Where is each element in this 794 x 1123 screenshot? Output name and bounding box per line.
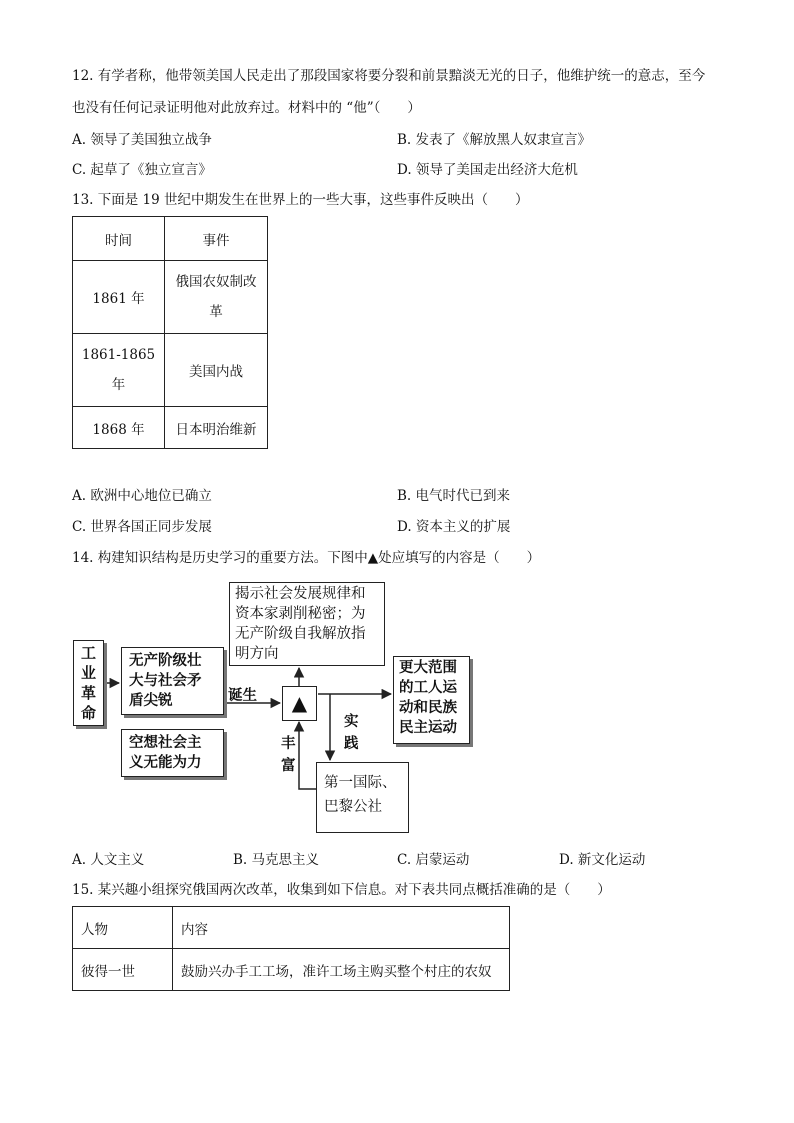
q12-option-c: C. 起草了《独立宣言》 (72, 162, 212, 178)
triangle-icon: ▲ (291, 691, 308, 715)
q13-option-b: B. 电气时代已到来 (397, 488, 511, 504)
q15-stem: 15. 某兴趣小组探究俄国两次改革，收集到如下信息。对下表共同点概括准确的是（ ） (72, 882, 611, 898)
q14-option-d: D. 新文化运动 (559, 852, 646, 868)
q15-cell-person: 彼得一世 (73, 949, 173, 991)
q15-table (72, 906, 510, 991)
q13-cell-event: 日本明治维新 (165, 407, 268, 449)
q14-option-a: A. 人文主义 (72, 852, 145, 868)
q12-stem-line1: 12. 有学者称，他带领美国人民走出了那段国家将要分裂和前景黯淡无光的日子，他维护统一的意志，至今 (72, 68, 706, 84)
box-center-triangle (282, 686, 317, 721)
label-practice: 实 践 (344, 713, 359, 752)
box-proletariat: 无产阶级壮 大与社会矛 盾尖锐 (121, 647, 224, 715)
q13-cell-time: 1868 年 (73, 407, 165, 449)
box-reveal-laws: 揭示社会发展规律和 资本家剥削秘密；为 无产阶级自我解放指 明方向 (229, 582, 385, 666)
q14-option-c: C. 启蒙运动 (397, 852, 470, 868)
q13-option-a: A. 欧洲中心地位已确立 (72, 488, 212, 504)
q15-header-content: 内容 (173, 907, 510, 949)
label-enrich: 丰 富 (281, 735, 296, 774)
q14-option-b: B. 马克思主义 (233, 852, 320, 868)
box-wider-movements: 更大范围 的工人运 动和民族 民主运动 (393, 656, 470, 744)
q13-option-c: C. 世界各国正同步发展 (72, 519, 212, 535)
label-born: 诞生 (228, 687, 257, 704)
arrow-enrich (299, 722, 316, 789)
q13-header-event: 事件 (165, 217, 268, 261)
q13-stem: 13. 下面是 19 世纪中期发生在世界上的一些大事，这些事件反映出（ ） (72, 192, 529, 208)
q14-stem: 14. 构建知识结构是历史学习的重要方法。下图中▲处应填写的内容是（ ） (72, 550, 541, 566)
q12-option-a: A. 领导了美国独立战争 (72, 132, 212, 148)
q13-option-d: D. 资本主义的扩展 (397, 519, 511, 535)
q15-header-person: 人物 (73, 907, 173, 949)
box-industrial-revolution: 工 业 革 命 (73, 640, 104, 726)
box-utopian-socialism: 空想社会主 义无能为力 (121, 729, 224, 777)
q12-stem-line2: 也没有任何记录证明他对此放弃过。材料中的 “他”（ ） (72, 100, 421, 116)
q13-cell-event: 美国内战 (165, 334, 268, 407)
q13-header-time: 时间 (73, 217, 165, 261)
q13-cell-event: 俄国农奴制改 革 (165, 261, 268, 334)
q13-cell-time: 1861-1865 年 (73, 334, 165, 407)
box-first-international: 第一国际、 巴黎公社 (316, 762, 409, 833)
q12-option-b: B. 发表了《解放黑人奴隶宣言》 (397, 132, 592, 148)
q12-option-d: D. 领导了美国走出经济大危机 (397, 162, 578, 178)
q15-cell-content: 鼓励兴办手工工场，准许工场主购买整个村庄的农奴 (173, 949, 510, 991)
q13-cell-time: 1861 年 (73, 261, 165, 334)
